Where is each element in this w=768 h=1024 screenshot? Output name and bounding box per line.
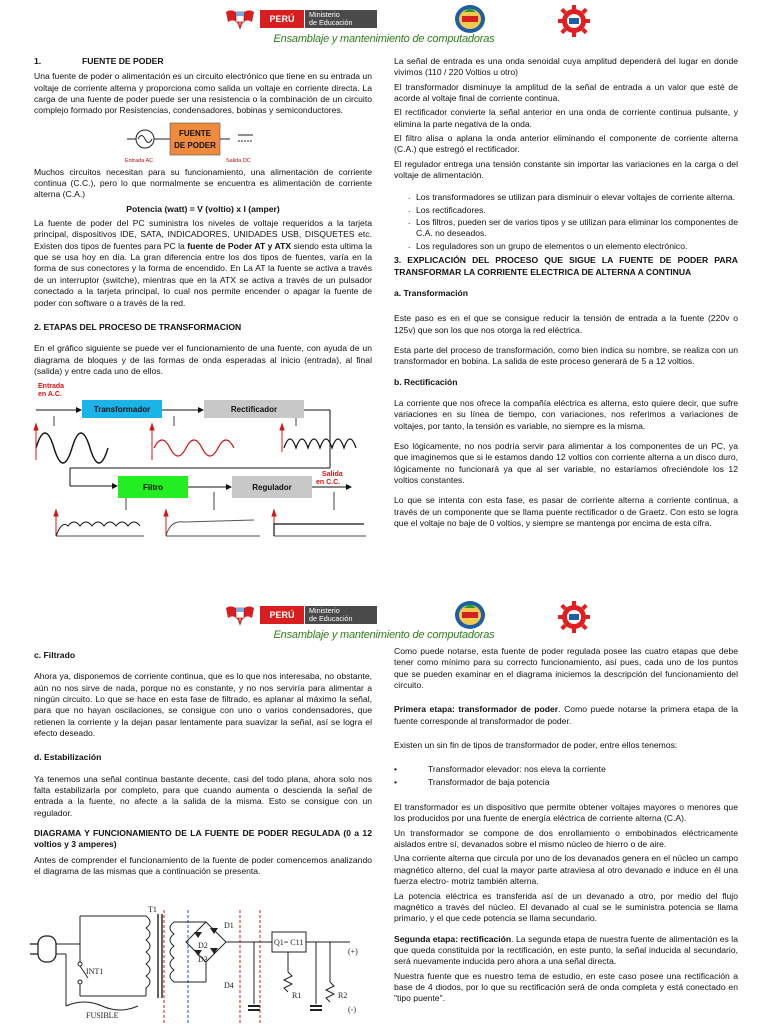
list-item: . Los filtros, pueden ser de varios tipos y se utilizan para eliminar los componentes de C.A. no deseados. <box>410 217 738 240</box>
section-1-title: FUENTE DE PODER <box>81 56 164 66</box>
entrada-ac-label: en A.C. <box>38 391 62 399</box>
text-run: siendo esta ultima la que se usa hoy en día. La gran diferencia entre los dos tipos de fuentes, varía en la forma de sus conectores y la forma de encendido. En La AT la fuente se activa a través de un interruptor (switche), mientras que en la ATX se activa a través de un pulsador conectado a la tarjeta principal, lo cual nos permite encender o apagar la fuente de poder con software o a través de la red. <box>34 240 372 308</box>
resistor-r2 <box>326 982 334 1002</box>
d4-label: D4 <box>224 981 234 990</box>
peru-label: PERÚ <box>260 606 304 624</box>
ministerio-line-2: de Educación <box>309 614 353 623</box>
page-header <box>0 0 768 45</box>
paragraph: Esta parte del proceso de transformación, como bien indica su nombre, se realiza con un transformador en bobina. La salida de este proceso generará de 5 a 12 voltios. <box>394 344 738 367</box>
section-a-heading: a. Transformación <box>394 287 469 298</box>
t1-label: T1 <box>148 905 157 914</box>
list-item: . Los transformadores se utilizan para disminuir o elevar voltajes de corriente alterna. <box>410 192 738 203</box>
regulador-label: Regulador <box>252 483 292 493</box>
entrada-label: Entrada <box>38 383 65 391</box>
component-list <box>394 192 738 252</box>
list-item: . Los rectificadores. <box>410 205 738 216</box>
stage-1-label: Primera etapa: transformador de poder <box>394 704 559 715</box>
q1-label: Q1= C11 <box>274 938 304 947</box>
paragraph: Lo que se intenta con esta fase, es pasar de corriente alterna a corriente continua, a través de un componente que se llama puente rectificador o de Graetz. Con esto se logra que el voltaje no baje de 0 voltios, y siempre se mantenga por encima de esta cifra. <box>394 495 738 528</box>
salida-label: Salida <box>322 471 343 479</box>
section-d-heading: d. Estabilización <box>34 752 102 763</box>
d1-label: D1 <box>224 921 234 930</box>
paragraph: Nuestra fuente que es nuestro tema de estudio, en este caso posee una rectificación a base de 4 diodos, por lo que su rectificación será de onda completa y está conectado en "tipo puente". <box>394 970 738 1004</box>
list-item: • Transformador elevador: nos eleva la corriente <box>394 764 738 775</box>
peru-label: PERÚ <box>260 10 304 28</box>
section-3-heading: 3. EXPLICACIÓN DEL PROCESO QUE SIGUE LA FUENTE DE PODER PARA TRANSFORMAR LA CORRIENTE ELECTRICA DE ALTERNA A CONTINUA <box>394 255 738 277</box>
rectified-wave <box>284 439 356 448</box>
section-1-number: 1. <box>34 56 42 66</box>
document-subtitle: Ensamblaje y mantenimiento de computadoras <box>273 33 495 45</box>
page-header <box>0 596 768 641</box>
paragraph <box>34 218 372 309</box>
text-run-bold: fuente de Poder AT y ATX <box>187 240 292 251</box>
primary-coil <box>146 916 150 996</box>
input-sine-wave <box>36 433 108 463</box>
page1-left-column <box>34 56 372 540</box>
paragraph: En el gráfico siguiente se puede ver el funcionamiento de una fuente, con ayuda de un diagrama de bloques y de las formas de onda esperadas al inicio (entrada), al final (salida) y entre cada uno de ellos. <box>34 343 372 376</box>
section-c-heading: c. Filtrado <box>34 650 76 660</box>
d2-label: D2 <box>198 941 208 950</box>
salida-dc-label: Salida DC <box>226 157 251 164</box>
peru-crest-logo <box>224 6 256 32</box>
d3-label: D3 <box>198 955 208 964</box>
filtro-label: Filtro <box>143 483 163 493</box>
paragraph <box>394 934 738 968</box>
paragraph: Una corriente alterna que circula por uno de los devanados genera en el núcleo un campo magnético alterno, del cual la mayor parte atraviesa al otro devanado e induce en él una fuerza electro- motriz también alterna. <box>394 853 738 887</box>
paragraph: Este paso es en el que se consigue reducir la tensión de entrada a la fuente (220v o 125v) que son los que nos otorga la red eléctrica. <box>394 313 738 335</box>
paragraph: Como puede notarse, esta fuente de poder regulada posee las cuatro etapas que debe tener como mínimo para su correcto funcionamiento, así pues, cada uno de los puntos que se pueden examinar en el diagrama iniciemos la descripción del funcionamiento del circuito. <box>394 646 738 691</box>
paragraph: Ya tenemos una señal continua bastante decente, casi del todo plana, ahora solo nos falta estabilizarla por completo, para que cuando aumenta o descienda la señal de entrada a la fuente, no afecte a la salida de la misma. Esto se consigue con un regulador. <box>34 773 372 818</box>
transformer-types-list <box>394 764 738 788</box>
paragraph: Una fuente de poder o alimentación es un circuito electrónico que tiene en su entrada un voltaje de corriente alterna y proporciona como salida un voltaje en corriente directa. La carga de una fuente de poder puede ser una resistencia o la combinación de un circuito complejo formado por Resistencias, condensadores, bobinas y semiconductores. <box>34 71 372 116</box>
ministerio-line-2: de Educación <box>309 18 353 27</box>
page2-right-column <box>394 646 738 1008</box>
fuente-box-label-2: DE PODER <box>174 140 216 150</box>
paragraph: Muchos circuitos necesitan para su funcionamiento, una alimentación de corriente continua (C.C.), pero lo que normalmente se encuentra es alimentación de corriente alterna (C.A.) <box>34 166 372 200</box>
text-run: La fuente de poder del PC suministra los niveles de voltaje requeridos a la tarjeta principal, dispositivos IDE, SATA, INDICADORES, UNIDADES USB, DISQUETES etc. Existen dos tipos de fuentes para PC la <box>34 218 372 251</box>
diagram-heading: DIAGRAMA Y FUNCIONAMIENTO DE LA FUENTE DE PODER REGULADA (0 a 12 voltios y 3 amperes) <box>34 828 372 850</box>
paragraph: La corriente que nos ofrece la compañía eléctrica es alterna, esto quiere decir, que sufre variaciones en su línea de tiempo, con variaciones, nos referimos a variaciones de voltajes, por tanto, la tensión es variable, no siempre es la misma. <box>394 397 738 431</box>
peru-crest-logo <box>224 602 256 628</box>
r2-label: R2 <box>338 991 348 1000</box>
page2-left-column <box>34 650 372 881</box>
power-supply-block-figure <box>123 121 283 163</box>
text-run: . Como puede notarse la primera etapa de la fuente corresponde al transformador de poder. <box>394 704 738 726</box>
rectificador-label: Rectificador <box>230 405 278 415</box>
entrada-ac-label: Entrada AC <box>125 157 154 164</box>
section-b-heading: b. Rectificación <box>394 376 458 387</box>
paragraph: Ahora ya, disponemos de corriente continua, que es lo que nos interesaba, no obstante, aún no nos sirve de nada, porque no es constante, y no nos serviría para alimentar a ningún circuito. Lo que se hace en esta fase de filtrado, es aplanar al máximo la señal, para que no hayan oscilaciones, se consigue con uno o varios condensadores, que retienen la corriente y la dejan pasar lentamente para suavizar la señal, así se logra el efecto deseado. <box>34 671 372 739</box>
salida-cc-label: en C.C. <box>316 479 341 487</box>
secondary-coil <box>170 922 174 982</box>
positive-terminal-label: (+) <box>348 947 358 956</box>
list-item: • Transformador de baja potencia <box>394 777 738 788</box>
paragraph: El transformador es un dispositivo que permite obtener voltajes mayores o menores que los producidos por una fuente de energía eléctrica de corriente alterna (C.A). <box>394 802 738 824</box>
paragraph: El transformador disminuye la amplitud de la señal de entrada a un valor que esté de acorde al voltaje final de corriente continua. <box>394 81 738 104</box>
document-page-2 <box>0 510 768 1022</box>
power-formula: Potencia (watt) = V (voltio) x I (amper) <box>126 203 280 214</box>
paragraph: Un transformador se compone de dos enrollamiento o embobinados eléctricamente aislados entre sí, devanados sobre el mismo núcleo de hierro o de aire. <box>394 827 738 850</box>
ministerio-line-1: Ministerio <box>309 10 340 19</box>
ministerio-label <box>305 10 377 28</box>
institution-seal-logo <box>454 600 486 630</box>
paragraph: Antes de comprender el funcionamiento de la fuente de poder comencemos analizando el diagrama de las mismas que a continuación se presenta. <box>34 854 372 877</box>
paragraph: El filtro alisa o aplana la onda anterior eliminando el componente de corriente alterna (C.A.) que estregó el rectificador. <box>394 133 738 155</box>
paragraph <box>394 704 738 727</box>
fusible-label: FUSIBLE <box>86 1011 119 1020</box>
negative-terminal-label: (-) <box>348 1005 356 1014</box>
paragraph: La potencia eléctrica es transferida así de un devanado a otro, por medio del flujo magnético a través del núcleo. El devanado al cual se le suministra potencia se llama primario, y el que cede potencia se llama secundario. <box>394 890 738 924</box>
text-run: . La segunda etapa de nuestra fuente de alimentación es la que queda constituida por la rectificación, en este punto, la señal inducida al secundario, será nuevamente inducida pero ahora a una señal directa. <box>394 933 738 967</box>
ministerio-line-1: Ministerio <box>309 606 340 615</box>
plug-icon <box>38 936 56 962</box>
ministerio-label <box>305 606 377 624</box>
document-subtitle: Ensamblaje y mantenimiento de computadoras <box>273 629 495 641</box>
institution-seal-logo <box>454 4 486 34</box>
page1-right-column <box>394 56 738 532</box>
int1-label: INT1 <box>86 967 104 976</box>
list-item: . Los reguladores son un grupo de elementos o un elemento electrónico. <box>410 241 738 252</box>
paragraph: El regulador entrega una tensión constante sin importar las variaciones en la carga o del voltaje de alimentación. <box>394 158 738 181</box>
transformed-sine-wave <box>154 440 234 456</box>
transformador-label: Transformador <box>93 405 151 415</box>
paragraph: La señal de entrada es una onda senoidal cuya amplitud dependerá del lugar en donde vivimos (110 / 220 Voltios u otro) <box>394 56 738 78</box>
stage-2-label: Segunda etapa: rectificación <box>394 933 512 944</box>
r1-label: R1 <box>292 991 302 1000</box>
paragraph: Eso lógicamente, no nos podría servir para alimentar a los componentes de un PC, ya que imaginemos que si le estamos dando 12 voltios con corriente alterna a un disco duro, lógicamente no funcionará ya que al ser variable, no estaríamos ofreciéndole los 12 voltios constantes. <box>394 440 738 485</box>
paragraph: El rectificador convierte la señal anterior en una onda de corriente continua pulsante, y elimina la parte negativa de la onda. <box>394 107 738 129</box>
fuse-icon <box>66 1002 138 1010</box>
fuente-box-label-1: FUENTE <box>179 128 211 138</box>
section-2-heading: 2. ETAPAS DEL PROCESO DE TRANSFORMACION <box>34 321 242 332</box>
resistor-r1 <box>284 972 292 992</box>
fuente-de-poder-box <box>170 123 220 155</box>
section-1-heading <box>34 56 372 67</box>
paragraph: Existen un sin fin de tipos de transformador de poder, entre ellos tenemos: <box>394 740 678 751</box>
regulated-power-supply-schematic <box>30 902 370 1024</box>
